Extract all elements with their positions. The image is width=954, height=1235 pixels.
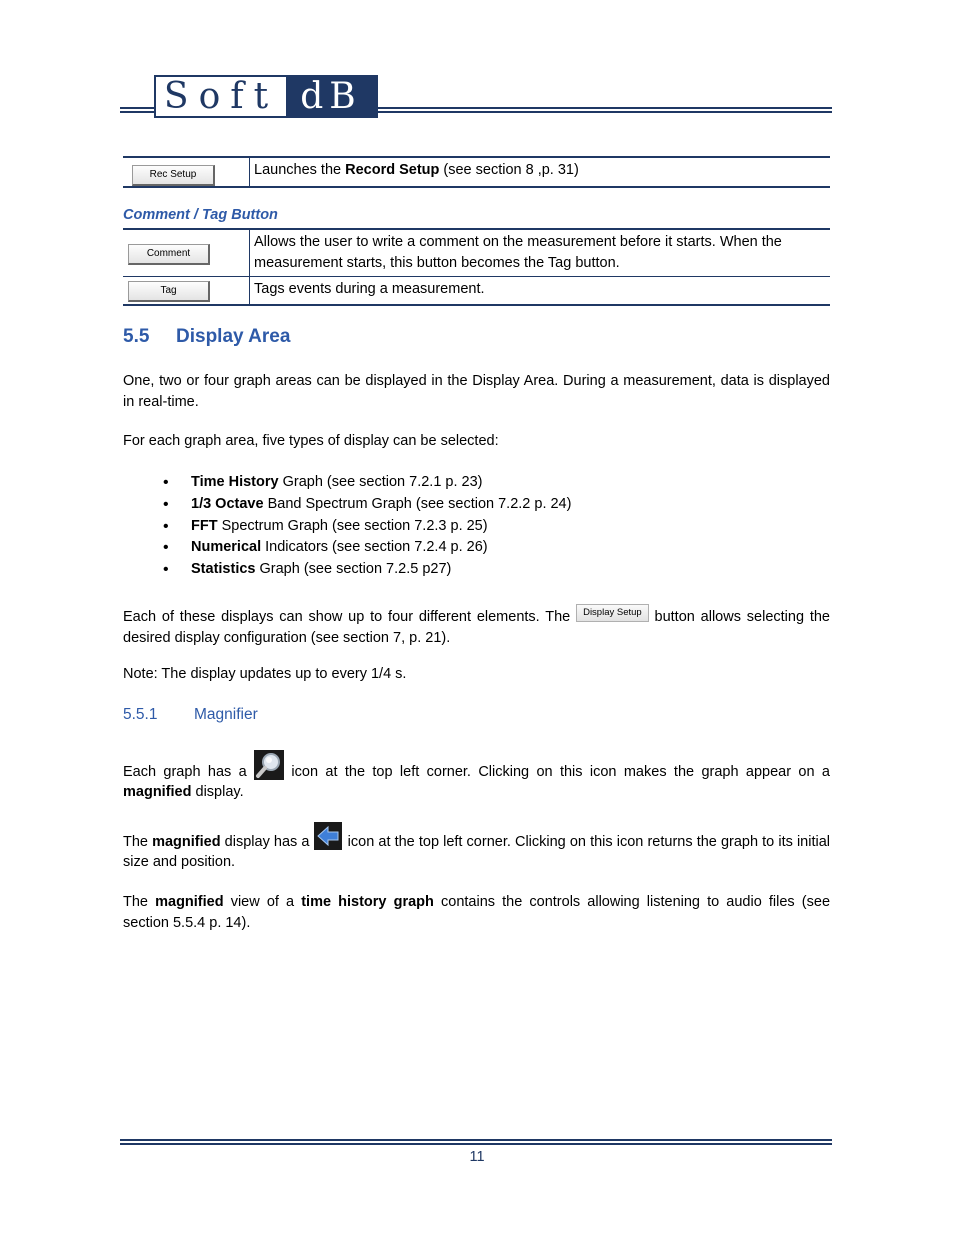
display-setup-paragraph: Each of these displays can show up to four different elements. The Display Setup button allows selecting the desired display configuration (see section 7, p. 21). bbox=[123, 604, 830, 649]
tag-button-cell bbox=[123, 277, 250, 306]
list-item: • Numerical Indicators (see section 7.2.4 p. 26) bbox=[123, 537, 571, 559]
page-number: 11 bbox=[469, 1149, 485, 1165]
footer-rule-bottom bbox=[120, 1143, 832, 1145]
footer-rule-top bbox=[120, 1139, 832, 1141]
section-title: Display Area bbox=[176, 326, 291, 347]
tag-description: Tags events during a measurement. bbox=[250, 277, 831, 306]
comment-description: Allows the user to write a comment on the measurement before it starts. When the measurement starts, this button becomes the Tag button. bbox=[254, 234, 782, 271]
display-setup-button[interactable]: Display Setup bbox=[576, 604, 649, 622]
comment-tag-caption: Comment / Tag Button bbox=[123, 207, 278, 223]
subsection-heading bbox=[123, 706, 258, 724]
magnifier-paragraph: Each graph has a icon at the top left corner. Clicking on this icon makes the graph appear on a magnified display. bbox=[123, 750, 830, 802]
rec-setup-table bbox=[123, 156, 830, 188]
display-types-lead: For each graph area, five types of display can be selected: bbox=[123, 433, 499, 449]
section-number: 5.5 bbox=[123, 326, 150, 347]
subsection-number: 5.5.1 bbox=[123, 706, 158, 723]
rec-setup-button-cell bbox=[123, 157, 250, 187]
display-types-list bbox=[123, 472, 571, 581]
time-history-paragraph: The magnified view of a time history graph contains the controls allowing listening to audio files (see section 5.5.4 p. 14). bbox=[123, 894, 831, 931]
comment-button[interactable]: Comment bbox=[128, 244, 210, 265]
subsection-title: Magnifier bbox=[194, 706, 258, 723]
list-item: • Time History Graph (see section 7.2.1 p. 23) bbox=[123, 472, 571, 494]
magnified-display-paragraph: The magnified display has a icon at the top left corner. Clicking on this icon returns the graph to its initial size and position. bbox=[123, 822, 830, 872]
comment-button-cell bbox=[123, 229, 250, 277]
list-item: • Statistics Graph (see section 7.2.5 p27) bbox=[123, 559, 571, 581]
list-item: • FFT Spectrum Graph (see section 7.2.3 p. 25) bbox=[123, 516, 571, 538]
logo-text-soft: Soft bbox=[163, 76, 279, 117]
display-area-intro: One, two or four graph areas can be displayed in the Display Area. During a measurement, data is displayed in real-time. bbox=[123, 373, 830, 410]
rec-setup-button[interactable]: Rec Setup bbox=[132, 165, 215, 186]
back-arrow-icon[interactable] bbox=[314, 822, 344, 852]
magnifier-icon[interactable] bbox=[254, 750, 284, 780]
tag-button[interactable]: Tag bbox=[128, 281, 210, 302]
comment-tag-table bbox=[123, 228, 830, 306]
update-note: Note: The display updates up to every 1/4 s. bbox=[123, 666, 407, 682]
logo-text-db: dB bbox=[286, 77, 376, 116]
list-item: • 1/3 Octave Band Spectrum Graph (see section 7.2.2 p. 24) bbox=[123, 494, 571, 516]
softdb-logo bbox=[154, 75, 378, 118]
rec-setup-description: Launches the Record Setup (see section 8 ,p. 31) bbox=[254, 162, 579, 178]
section-heading bbox=[123, 326, 290, 348]
